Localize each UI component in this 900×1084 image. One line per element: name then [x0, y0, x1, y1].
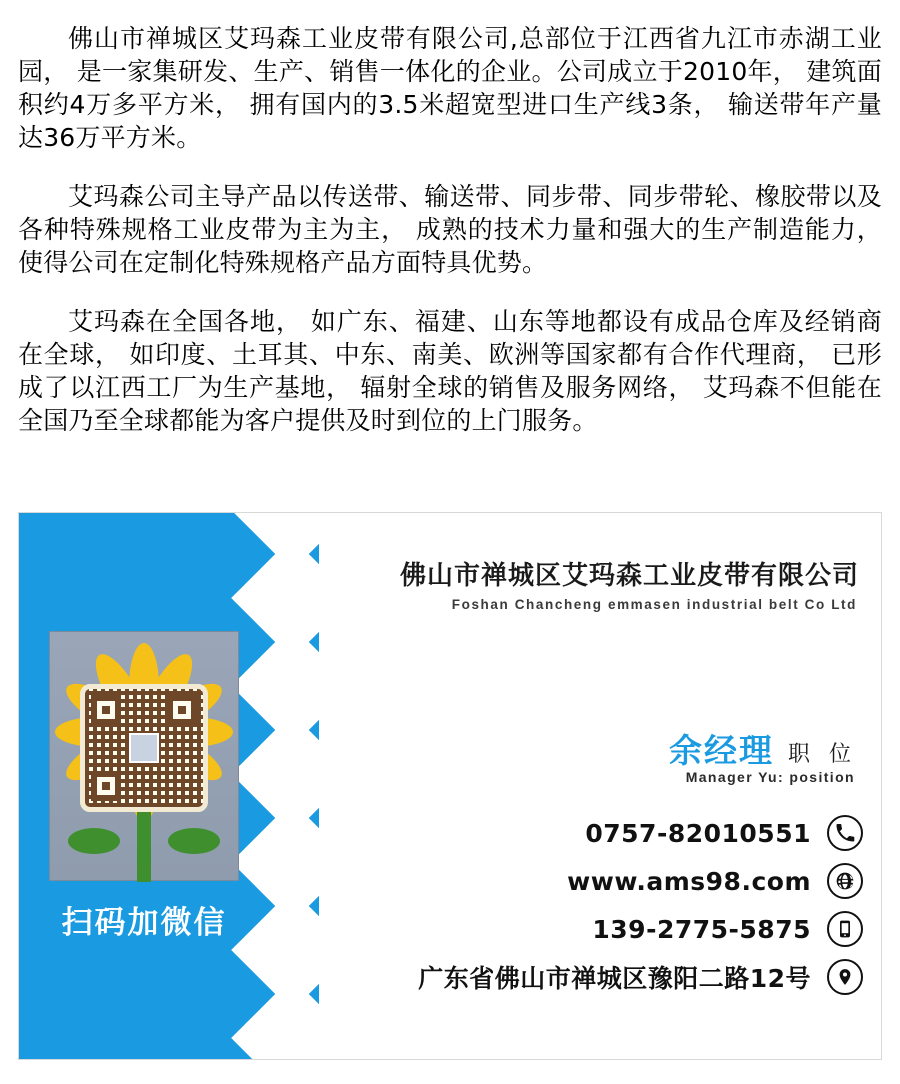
mobile-icon: [827, 911, 863, 947]
person-title: 职 位: [788, 742, 857, 767]
qr-finder: [167, 695, 197, 725]
website-url[interactable]: www.ams98.com: [567, 866, 811, 896]
person-title-en: Manager Yu: position: [685, 769, 855, 785]
sunflower-stem: [137, 808, 151, 882]
qr-finder: [91, 771, 121, 801]
location-icon: [827, 959, 863, 995]
phone-icon: [827, 815, 863, 851]
intro-paragraph-3: 艾玛森在全国各地， 如广东、福建、山东等地都设有成品仓库及经销商在全球， 如印度、土耳其、中东、南美、欧洲等国家都有合作代理商， 已形成了以江西工厂为生产基地， 辐射全球的销售及服务网络， 艾玛森不但能在全国乃至全球都能为客户提供及时到位的上门服务。: [18, 307, 882, 435]
card-info-panel: [319, 513, 881, 1059]
person-row: [669, 725, 857, 772]
website-icon: [827, 863, 863, 899]
company-name-en: Foshan Chancheng emmasen industrial belt Co Ltd: [451, 597, 857, 612]
intro-paragraph-2: 艾玛森公司主导产品以传送带、输送带、同步带、同步带轮、橡胶带以及各种特殊规格工业皮带为主为主， 成熟的技术力量和强大的生产制造能力， 使得公司在定制化特殊规格产品方面特具优势。: [18, 182, 882, 277]
mobile-number[interactable]: 139-2775-5875: [592, 914, 811, 944]
business-card: [18, 512, 882, 1060]
company-name-cn: 佛山市禅城区艾玛森工业皮带有限公司: [399, 561, 859, 591]
contact-row-phone: [363, 809, 863, 857]
contact-row-mobile: [363, 905, 863, 953]
intro-paragraph-1: 佛山市禅城区艾玛森工业皮带有限公司,总部位于江西省九江市赤湖工业园， 是一家集研发、生产、销售一体化的企业。公司成立于2010年， 建筑面积约4万多平方米， 拥有国内的3.5米超宽型进口生产线3条， 输送带年产量达36万平方米。: [18, 24, 882, 152]
card-blue-panel: [19, 513, 319, 1059]
contact-row-website: [363, 857, 863, 905]
qr-finder: [91, 695, 121, 725]
person-name: 余经理: [669, 731, 774, 770]
qr-code-icon[interactable]: [80, 684, 208, 812]
sunflower-leaf: [68, 828, 120, 854]
contact-row-address: [363, 953, 863, 1001]
wechat-qr-image[interactable]: [49, 631, 239, 941]
contact-list: [363, 809, 863, 1001]
company-intro-text: [0, 0, 900, 437]
qr-caption: 扫码加微信: [61, 905, 227, 941]
address-text[interactable]: 广东省佛山市禅城区豫阳二路12号: [418, 964, 811, 993]
qr-avatar: [129, 733, 159, 763]
phone-number[interactable]: 0757-82010551: [585, 818, 811, 848]
sunflower-leaf: [168, 828, 220, 854]
